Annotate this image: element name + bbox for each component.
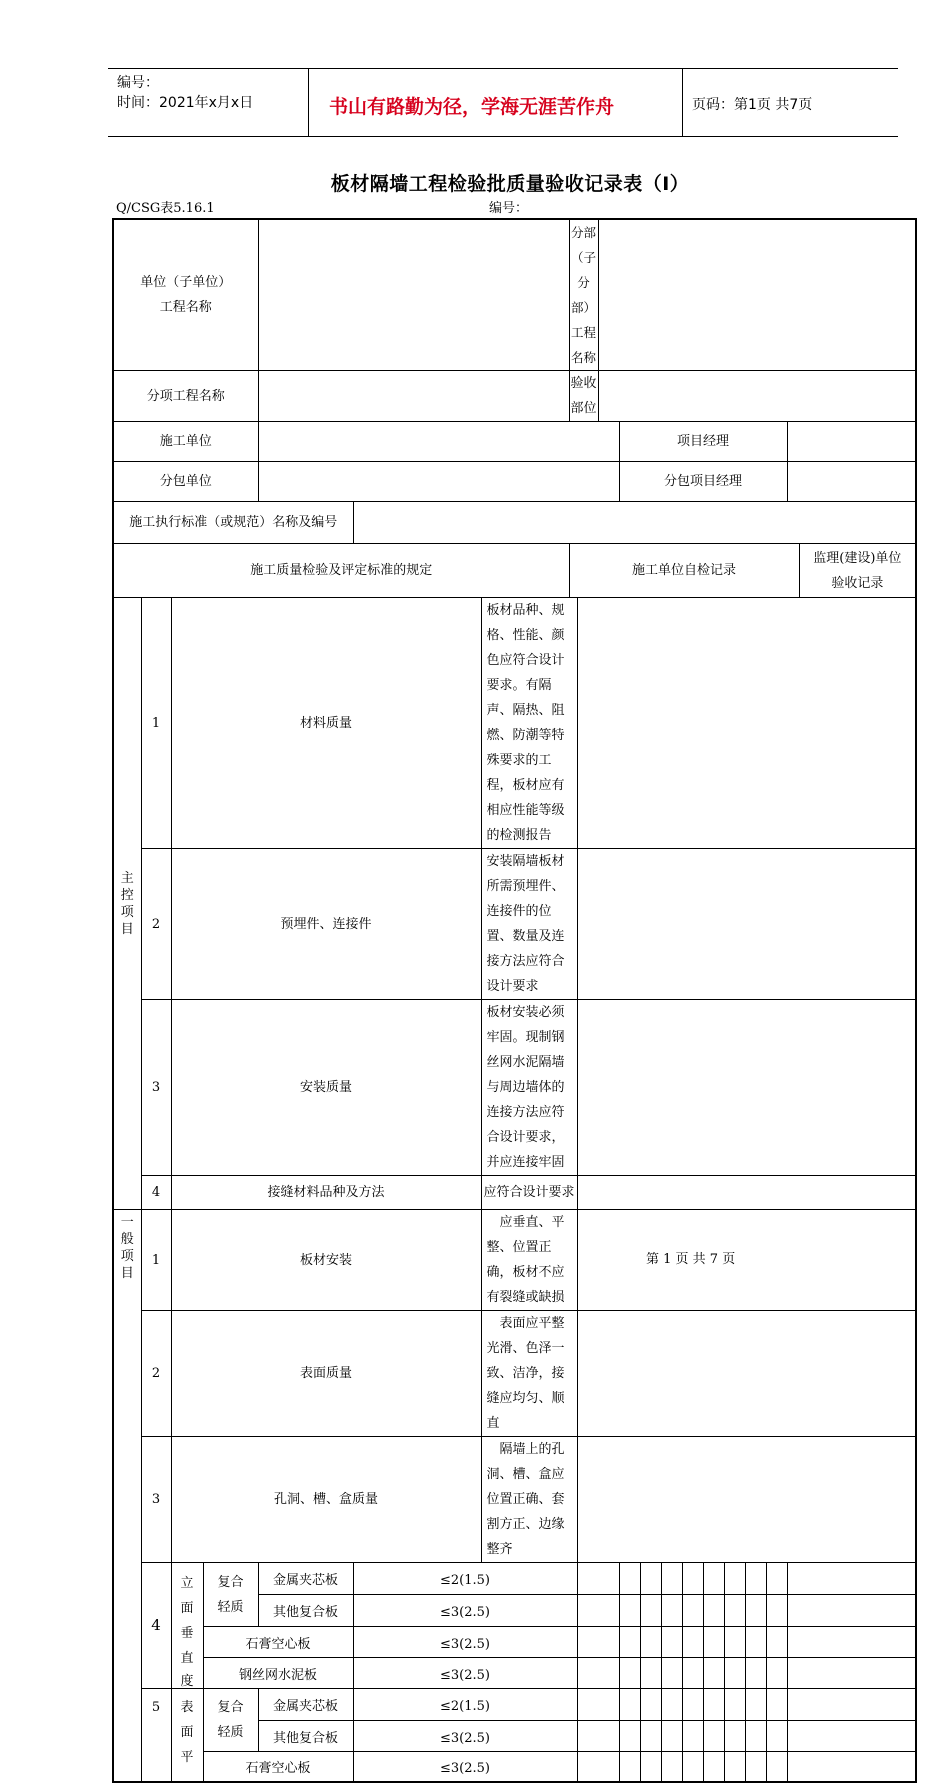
measure-cell[interactable]	[640, 1721, 661, 1752]
measure-cell[interactable]	[724, 1752, 745, 1782]
measure-cell[interactable]	[766, 1721, 787, 1752]
main-item-3-name: 安装质量	[171, 1000, 481, 1176]
measure-cell[interactable]	[787, 1721, 916, 1752]
sub-project-manager-value[interactable]	[787, 462, 916, 502]
measure-cell[interactable]	[682, 1752, 703, 1782]
general-item-3-name: 孔洞、槽、盒质量	[171, 1437, 481, 1563]
measure-cell[interactable]	[619, 1752, 640, 1782]
general-item-2-name: 表面质量	[171, 1311, 481, 1437]
measure-cell[interactable]	[787, 1595, 916, 1627]
measure-cell[interactable]	[619, 1563, 640, 1595]
contractor-value[interactable]	[258, 422, 619, 462]
project-manager-value[interactable]	[787, 422, 916, 462]
measure-cell[interactable]	[745, 1689, 766, 1721]
measure-cell[interactable]	[661, 1595, 682, 1627]
tolerance-item-5-label: 表 面 平	[171, 1689, 203, 1782]
general-group-label: 一 般 项 目	[113, 1210, 141, 1782]
main-item-1-name: 材料质量	[171, 598, 481, 849]
measure-cell[interactable]	[724, 1689, 745, 1721]
tolerance-5-row-1-name: 金属夹芯板	[258, 1689, 353, 1721]
measure-cell[interactable]	[724, 1658, 745, 1689]
inspection-table	[112, 218, 917, 1783]
document-title: 板材隔墙工程检验批质量验收记录表（Ⅰ）	[330, 173, 690, 195]
measure-cell[interactable]	[661, 1658, 682, 1689]
standard-label: 施工执行标准（或规范）名称及编号	[113, 502, 353, 544]
general-item-3-criteria: 隔墙上的孔洞、槽、盒应位置正确、套割方正、边缘整齐	[481, 1437, 577, 1563]
measure-cell[interactable]	[703, 1752, 724, 1782]
header-number-label: 编号：	[117, 75, 159, 91]
measure-cell[interactable]	[661, 1627, 682, 1658]
header-bottom-rule	[108, 136, 898, 137]
measure-cell[interactable]	[745, 1563, 766, 1595]
measure-cell[interactable]	[640, 1595, 661, 1627]
unit-name-value[interactable]	[258, 219, 569, 371]
measure-cell[interactable]	[787, 1563, 916, 1595]
measure-cell[interactable]	[682, 1721, 703, 1752]
measure-cell[interactable]	[640, 1752, 661, 1782]
tolerance-item-4-label: 立 面 垂 直 度	[171, 1563, 203, 1689]
measure-cell[interactable]	[619, 1658, 640, 1689]
supervisor-header: 监理(建设)单位 验收记录	[799, 544, 916, 598]
measure-cell[interactable]	[745, 1721, 766, 1752]
measure-cell[interactable]	[787, 1627, 916, 1658]
measure-cell[interactable]	[619, 1627, 640, 1658]
main-item-3-no: 3	[141, 1000, 171, 1176]
measure-cell[interactable]	[724, 1721, 745, 1752]
general-item-2-self-check[interactable]	[577, 1311, 916, 1437]
measure-cell[interactable]	[703, 1721, 724, 1752]
measure-cell[interactable]	[745, 1752, 766, 1782]
measure-cell[interactable]	[619, 1721, 640, 1752]
measure-cell[interactable]	[577, 1658, 619, 1689]
main-item-2-self-check[interactable]	[577, 849, 916, 1000]
tolerance-item-4-no: 4	[141, 1563, 171, 1689]
measure-cell[interactable]	[661, 1752, 682, 1782]
acceptance-part-value[interactable]	[598, 371, 916, 422]
measure-cell[interactable]	[640, 1627, 661, 1658]
main-item-1-no: 1	[141, 598, 171, 849]
header-page-indicator: 页码：第1页 共7页	[692, 97, 813, 113]
measure-cell[interactable]	[766, 1689, 787, 1721]
measure-cell[interactable]	[703, 1658, 724, 1689]
general-item-1-name: 板材安装	[171, 1210, 481, 1311]
tolerance-4-row-2-name: 其他复合板	[258, 1595, 353, 1627]
tolerance-4-row-4-name: 钢丝网水泥板	[203, 1658, 353, 1689]
measure-cell[interactable]	[661, 1563, 682, 1595]
measure-cell[interactable]	[661, 1689, 682, 1721]
measure-cell[interactable]	[745, 1627, 766, 1658]
measure-cell[interactable]	[577, 1627, 619, 1658]
tolerance-4-row-1-name: 金属夹芯板	[258, 1563, 353, 1595]
measure-cell[interactable]	[787, 1752, 916, 1782]
main-control-group-label: 主 控 项 目	[113, 598, 141, 1210]
main-item-4-name: 接缝材料品种及方法	[171, 1176, 481, 1210]
main-item-3-criteria: 板材安装必须牢固。现制钢丝网水泥隔墙与周边墙体的连接方法应符合设计要求，并应连接牢固	[481, 1000, 577, 1176]
measure-cell[interactable]	[682, 1658, 703, 1689]
general-item-2-criteria: 表面应平整光滑、色泽一致、洁净，接缝应均匀、顺直	[481, 1311, 577, 1437]
main-item-1-criteria: 板材品种、规格、性能、颜色应符合设计要求。有隔声、隔热、阻燃、防潮等特殊要求的工程，板材应有相应性能等级的检测报告	[481, 598, 577, 849]
tolerance-5-row-2-limit: ≤3(2.5)	[353, 1721, 577, 1752]
main-item-2-name: 预埋件、连接件	[171, 849, 481, 1000]
measure-cell[interactable]	[682, 1595, 703, 1627]
measure-cell[interactable]	[577, 1721, 619, 1752]
tolerance-4-row-3-name: 石膏空心板	[203, 1627, 353, 1658]
header-date: 时间：2021年x月x日	[117, 95, 254, 111]
project-manager-label: 项目经理	[619, 422, 787, 462]
measure-cell[interactable]	[661, 1721, 682, 1752]
main-item-4-self-check[interactable]	[577, 1176, 916, 1210]
measure-cell[interactable]	[745, 1595, 766, 1627]
header-top-rule	[108, 68, 898, 69]
acceptance-part-label: 验收部位	[569, 371, 598, 422]
measure-cell[interactable]	[619, 1689, 640, 1721]
main-item-3-self-check[interactable]	[577, 1000, 916, 1176]
measure-cell[interactable]	[766, 1563, 787, 1595]
measure-cell[interactable]	[682, 1627, 703, 1658]
measure-cell[interactable]	[577, 1752, 619, 1782]
measure-cell[interactable]	[745, 1658, 766, 1689]
main-item-4-no: 4	[141, 1176, 171, 1210]
measure-cell[interactable]	[724, 1563, 745, 1595]
measure-cell[interactable]	[682, 1689, 703, 1721]
measure-cell[interactable]	[766, 1752, 787, 1782]
unit-name-label: 单位（子单位） 工程名称	[113, 219, 258, 371]
general-item-3-no: 3	[141, 1437, 171, 1563]
measure-cell[interactable]	[787, 1658, 916, 1689]
measure-cell[interactable]	[724, 1595, 745, 1627]
measure-cell[interactable]	[766, 1595, 787, 1627]
standard-value[interactable]	[353, 502, 916, 544]
measure-cell[interactable]	[703, 1627, 724, 1658]
form-number-label: 编号：	[489, 201, 529, 216]
measure-cell[interactable]	[682, 1563, 703, 1595]
measure-cell[interactable]	[577, 1595, 619, 1627]
criteria-header: 施工质量检验及评定标准的规定	[113, 544, 569, 598]
measure-cell[interactable]	[640, 1563, 661, 1595]
measure-cell[interactable]	[787, 1689, 916, 1721]
measure-cell[interactable]	[640, 1658, 661, 1689]
general-item-3-self-check[interactable]	[577, 1437, 916, 1563]
tolerance-5-row-2-name: 其他复合板	[258, 1721, 353, 1752]
measure-cell[interactable]	[724, 1627, 745, 1658]
header-divider-1	[308, 68, 309, 136]
subcontractor-label: 分包单位	[113, 462, 258, 502]
main-item-1-self-check[interactable]	[577, 598, 916, 849]
tolerance-5-row-3-name: 石膏空心板	[203, 1752, 353, 1782]
measure-cell[interactable]	[703, 1595, 724, 1627]
measure-cell[interactable]	[577, 1563, 619, 1595]
measure-cell[interactable]	[577, 1689, 619, 1721]
tolerance-4-row-4-limit: ≤3(2.5)	[353, 1658, 577, 1689]
measure-cell[interactable]	[766, 1658, 787, 1689]
main-item-2-criteria: 安装隔墙板材所需预埋件、连接件的位置、数量及连接方法应符合设计要求	[481, 849, 577, 1000]
tolerance-item-5-no: 5	[141, 1689, 171, 1782]
tolerance-4-row-1-limit: ≤2(1.5)	[353, 1563, 577, 1595]
item-project-value[interactable]	[258, 371, 569, 422]
measure-cell[interactable]	[703, 1689, 724, 1721]
general-item-1-self-check[interactable]	[577, 1210, 916, 1311]
general-item-1-criteria: 应垂直、平整、位置正确，板材不应有裂缝或缺损	[481, 1210, 577, 1311]
main-item-2-no: 2	[141, 849, 171, 1000]
tolerance-item-5-composite: 复合 轻质	[203, 1689, 258, 1752]
tolerance-4-row-2-limit: ≤3(2.5)	[353, 1595, 577, 1627]
tolerance-item-4-composite: 复合 轻质	[203, 1563, 258, 1627]
measure-cell[interactable]	[703, 1563, 724, 1595]
header-divider-2	[682, 68, 683, 136]
subcontractor-value[interactable]	[258, 462, 619, 502]
page-footer: 第 1 页 共 7 页	[646, 1252, 736, 1267]
header-motto: 书山有路勤为径，学海无涯苦作舟	[329, 96, 615, 118]
subdivision-value[interactable]	[598, 219, 916, 371]
tolerance-4-row-3-limit: ≤3(2.5)	[353, 1627, 577, 1658]
general-item-2-no: 2	[141, 1311, 171, 1437]
tolerance-5-row-1-limit: ≤2(1.5)	[353, 1689, 577, 1721]
self-check-header: 施工单位自检记录	[569, 544, 799, 598]
measure-cell[interactable]	[619, 1595, 640, 1627]
general-item-1-no: 1	[141, 1210, 171, 1311]
main-item-4-criteria: 应符合设计要求	[481, 1176, 577, 1210]
tolerance-5-row-3-limit: ≤3(2.5)	[353, 1752, 577, 1782]
measure-cell[interactable]	[640, 1689, 661, 1721]
form-code: Q/CSG表5.16.1	[116, 201, 215, 216]
sub-project-manager-label: 分包项目经理	[619, 462, 787, 502]
measure-cell[interactable]	[766, 1627, 787, 1658]
item-project-label: 分项工程名称	[113, 371, 258, 422]
contractor-label: 施工单位	[113, 422, 258, 462]
subdivision-label: 分部（子分 部）工程名称	[569, 219, 598, 371]
